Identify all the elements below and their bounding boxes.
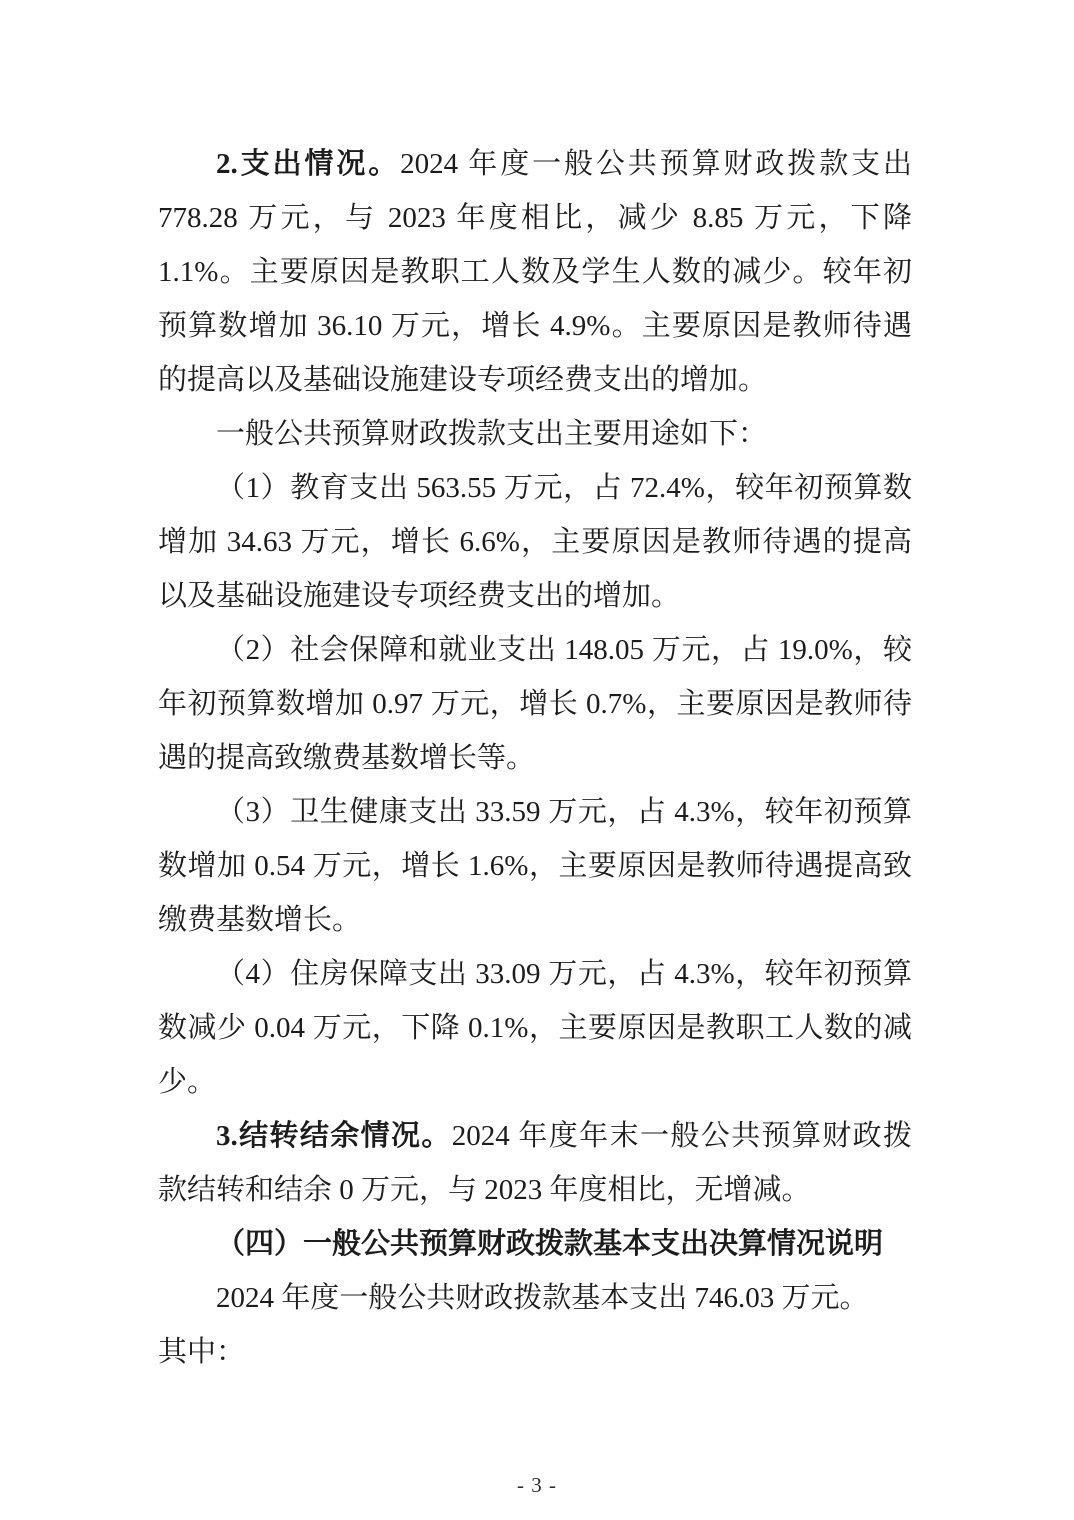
heading-section-4 xyxy=(158,1217,912,1271)
paragraph-item-3-health xyxy=(158,785,912,947)
paragraph-text: 一般公共预算财政拨款支出主要用途如下： xyxy=(216,418,768,450)
heading-carryover-situation: 3.结转结余情况。 xyxy=(216,1120,452,1152)
paragraph-text: （4）住房保障支出 33.09 万元，占 4.3%，较年初预算数减少 0.04 万元，下降 0.1%，主要原因是教职工人数的减少。 xyxy=(158,958,912,1098)
paragraph-text: （3）卫生健康支出 33.59 万元，占 4.3%，较年初预算数增加 0.54 万元，增长 1.6%，主要原因是教师待遇提高致缴费基数增长。 xyxy=(158,796,912,936)
paragraph-usage-intro xyxy=(158,407,912,461)
paragraph-text: （2）社会保障和就业支出 148.05 万元，占 19.0%，较年初预算数增加 0.97 万元，增长 0.7%，主要原因是教师待遇的提高致缴费基数增长等。 xyxy=(158,634,912,774)
page-number: - 3 - xyxy=(517,1473,557,1497)
heading-text: （四）一般公共预算财政拨款基本支出决算情况说明 xyxy=(216,1228,884,1260)
paragraph-item-1-education xyxy=(158,461,912,623)
paragraph-text: 2024 年度年末一般公共预算财政拨款结转和结余 0 万元，与 2023 年度相比，无增减。 xyxy=(158,1120,912,1206)
document-content xyxy=(158,137,912,1379)
paragraph-text: 其中： xyxy=(158,1336,246,1368)
paragraph-carryover-situation xyxy=(158,1109,912,1217)
heading-expenditure-situation: 2.支出情况。 xyxy=(216,148,401,180)
paragraph-text: 2024 年度一般公共财政拨款基本支出 746.03 万元。 xyxy=(216,1282,869,1314)
paragraph-among-which xyxy=(158,1325,912,1379)
paragraph-text: 2024 年度一般公共预算财政拨款支出 778.28 万元，与 2023 年度相比，减少 8.85 万元，下降 1.1%。主要原因是教职工人数及学生人数的减少。较年初预算数增加 36.10 万元，增长 4.9%。主要原因是教师待遇的提高以及基础设施建设专项经费支出的增加。 xyxy=(158,148,912,396)
paragraph-item-4-housing xyxy=(158,947,912,1109)
paragraph-text: （1）教育支出 563.55 万元，占 72.4%，较年初预算数增加 34.63 万元，增长 6.6%，主要原因是教师待遇的提高以及基础设施建设专项经费支出的增加。 xyxy=(158,472,912,612)
paragraph-basic-expenditure xyxy=(158,1271,912,1325)
paragraph-expenditure-situation xyxy=(158,137,912,407)
paragraph-item-2-social-security xyxy=(158,623,912,785)
